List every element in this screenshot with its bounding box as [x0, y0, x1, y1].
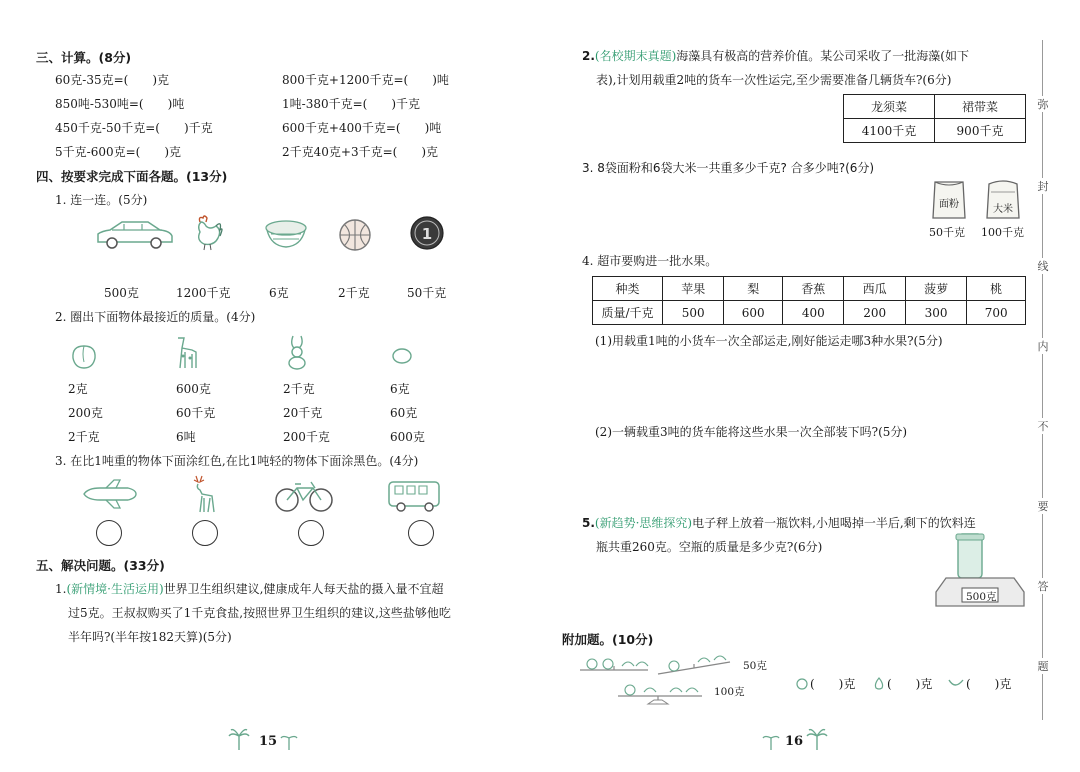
palm-icon — [762, 732, 780, 750]
mass-option[interactable]: 2千克 — [68, 430, 100, 444]
question-tag: (新趋势·思维探究) — [594, 516, 693, 530]
fruit-table — [592, 276, 1026, 325]
question-number: 5. — [582, 516, 595, 530]
calc-item: 1吨-380千克=( )千克 — [282, 97, 421, 111]
weight-option: 2千克 — [338, 286, 370, 300]
calc-item: 450千克-50千克=( )千克 — [55, 121, 213, 135]
balance-puzzle-figure — [578, 652, 738, 712]
q4-1-title: 1. 连一连。(5分) — [55, 193, 148, 207]
table-cell: 400 — [783, 301, 844, 325]
mass-option[interactable]: 200克 — [68, 406, 103, 420]
mass-option[interactable]: 20千克 — [283, 406, 323, 420]
q5-line1 — [582, 516, 976, 530]
mass-option[interactable]: 600克 — [390, 430, 425, 444]
bonus-answer: ( )克 — [810, 677, 856, 691]
row-label: 质量/千克 — [593, 301, 663, 325]
weight-option: 500克 — [104, 286, 139, 300]
bonus-answer: ( )克 — [966, 677, 1012, 691]
seal-line-char: 题 — [1037, 660, 1049, 673]
coin-icon — [409, 215, 445, 251]
question-tag: (新情境·生活运用) — [66, 582, 164, 596]
rabbit-icon — [284, 334, 310, 370]
bonus-label-50: 50克 — [743, 660, 767, 672]
rice-bowl-icon — [263, 218, 309, 250]
banana-icon — [947, 676, 965, 690]
table-header: 裙带菜 — [935, 95, 1026, 119]
mass-option[interactable]: 200千克 — [283, 430, 330, 444]
q3-text: 3. 8袋面粉和6袋大米一共重多少千克? 合多少吨?(6分) — [582, 161, 875, 175]
mass-option[interactable]: 60克 — [390, 406, 418, 420]
pear-icon — [872, 676, 886, 690]
giraffe-icon — [172, 334, 200, 370]
question-number: 1. — [55, 582, 67, 596]
mass-option[interactable]: 600克 — [176, 382, 211, 396]
color-circle[interactable] — [298, 520, 324, 546]
bus-icon — [385, 478, 445, 514]
calc-item: 850吨-530吨=( )吨 — [55, 97, 185, 111]
table-cell: 300 — [905, 301, 966, 325]
calc-item: 600千克+400千克=( )吨 — [282, 121, 442, 135]
table-header: 种类 — [593, 277, 663, 301]
q4-text: 4. 超市要购进一批水果。 — [582, 254, 718, 268]
flour-weight: 50千克 — [929, 226, 965, 239]
table-header: 香蕉 — [783, 277, 844, 301]
q5-1-line3: 半年吗?(半年按182天算)(5分) — [68, 630, 232, 644]
seal-line-char: 线 — [1037, 260, 1049, 273]
bonus-answer: ( )克 — [887, 677, 933, 691]
question-number: 2. — [582, 49, 595, 63]
rooster-icon — [188, 214, 224, 252]
q2-line1 — [582, 49, 969, 63]
flour-label: 面粉 — [939, 199, 959, 210]
scale-display: 500克 — [966, 591, 997, 603]
page-number-right: 16 — [785, 734, 804, 749]
mass-option[interactable]: 2克 — [68, 382, 88, 396]
table-cell: 500 — [663, 301, 724, 325]
seal-line-char: 答 — [1037, 580, 1049, 593]
q4-2-title: 2. 圈出下面物体最接近的质量。(4分) — [55, 310, 256, 324]
seal-line-char: 不 — [1037, 420, 1049, 433]
table-header: 龙须菜 — [844, 95, 935, 119]
weight-option: 6克 — [269, 286, 289, 300]
car-icon — [92, 218, 176, 250]
color-circle[interactable] — [192, 520, 218, 546]
table-cell: 4100千克 — [844, 119, 935, 143]
section-5-title: 五、解决问题。(33分) — [36, 558, 165, 573]
question-tag: (名校期末真题) — [594, 49, 677, 63]
seaweed-table — [843, 94, 1026, 143]
table-cell: 200 — [844, 301, 905, 325]
calc-item: 5千克-600克=( )克 — [55, 145, 182, 159]
mass-option[interactable]: 6克 — [390, 382, 410, 396]
palm-icon — [806, 728, 828, 750]
basketball-icon — [338, 218, 372, 252]
bonus-label-100: 100克 — [714, 686, 745, 698]
section-4-title: 四、按要求完成下面各题。(13分) — [36, 169, 228, 184]
seal-line — [1042, 40, 1043, 720]
airplane-icon — [80, 478, 140, 510]
deer-icon — [188, 474, 220, 514]
rice-label: 大米 — [993, 204, 1013, 215]
palm-icon — [228, 728, 250, 750]
table-header: 菠萝 — [905, 277, 966, 301]
q5-1-line2: 过5克。王叔叔购买了1千克食盐,按照世界卫生组织的建议,这些盐够他吃 — [68, 606, 451, 620]
seal-line-char: 弥 — [1037, 98, 1049, 111]
table-header: 西瓜 — [844, 277, 905, 301]
seal-line-char: 要 — [1037, 500, 1049, 513]
calc-item: 2千克40克+3千克=( )克 — [282, 145, 439, 159]
mass-option[interactable]: 60千克 — [176, 406, 216, 420]
question-text: 电子秤上放着一瓶饮料,小旭喝掉一半后,剩下的饮料连 — [692, 516, 976, 530]
palm-icon — [280, 732, 298, 750]
table-header: 苹果 — [663, 277, 724, 301]
q5-1-line1 — [55, 582, 443, 596]
q4-sub2: (2)一辆载重3吨的货车能将这些水果一次全部装下吗?(5分) — [595, 425, 908, 439]
color-circle[interactable] — [408, 520, 434, 546]
q4-3-title: 3. 在比1吨重的物体下面涂红色,在比1吨轻的物体下面涂黑色。(4分) — [55, 454, 419, 468]
bonus-title: 附加题。(10分) — [562, 632, 654, 647]
mass-option[interactable]: 6吨 — [176, 430, 196, 444]
peach-icon — [70, 340, 98, 370]
calc-item: 60克-35克=( )克 — [55, 73, 170, 87]
section-3-title: 三、计算。(8分) — [36, 50, 132, 65]
bicycle-icon — [273, 478, 335, 514]
table-cell: 600 — [724, 301, 783, 325]
q4-sub1: (1)用载重1吨的小货车一次全部运走,刚好能运走哪3种水果?(5分) — [595, 334, 943, 348]
q2-line2: 表),计划用载重2吨的货车一次性运完,至少需要准备几辆货车?(6分) — [596, 73, 952, 87]
table-header: 梨 — [724, 277, 783, 301]
page-number-left: 15 — [259, 734, 278, 749]
weight-option: 50千克 — [407, 286, 447, 300]
egg-icon — [390, 346, 414, 366]
question-text: 海藻具有极高的营养价值。某公司采收了一批海藻(如下 — [676, 49, 969, 63]
rice-weight: 100千克 — [981, 226, 1024, 239]
table-cell: 700 — [967, 301, 1026, 325]
table-header: 桃 — [967, 277, 1026, 301]
mass-option[interactable]: 2千克 — [283, 382, 315, 396]
svg-text:1: 1 — [421, 225, 433, 243]
color-circle[interactable] — [96, 520, 122, 546]
question-text: 世界卫生组织建议,健康成年人每天盐的摄入量不宜超 — [163, 582, 444, 596]
seal-line-char: 封 — [1037, 180, 1049, 193]
apple-icon — [795, 676, 809, 690]
q5-line2: 瓶共重260克。空瓶的质量是多少克?(6分) — [596, 540, 823, 554]
table-cell: 900千克 — [935, 119, 1026, 143]
weight-option: 1200千克 — [176, 286, 231, 300]
seal-line-char: 内 — [1037, 340, 1049, 353]
calc-item: 800千克+1200千克=( )吨 — [282, 73, 449, 87]
